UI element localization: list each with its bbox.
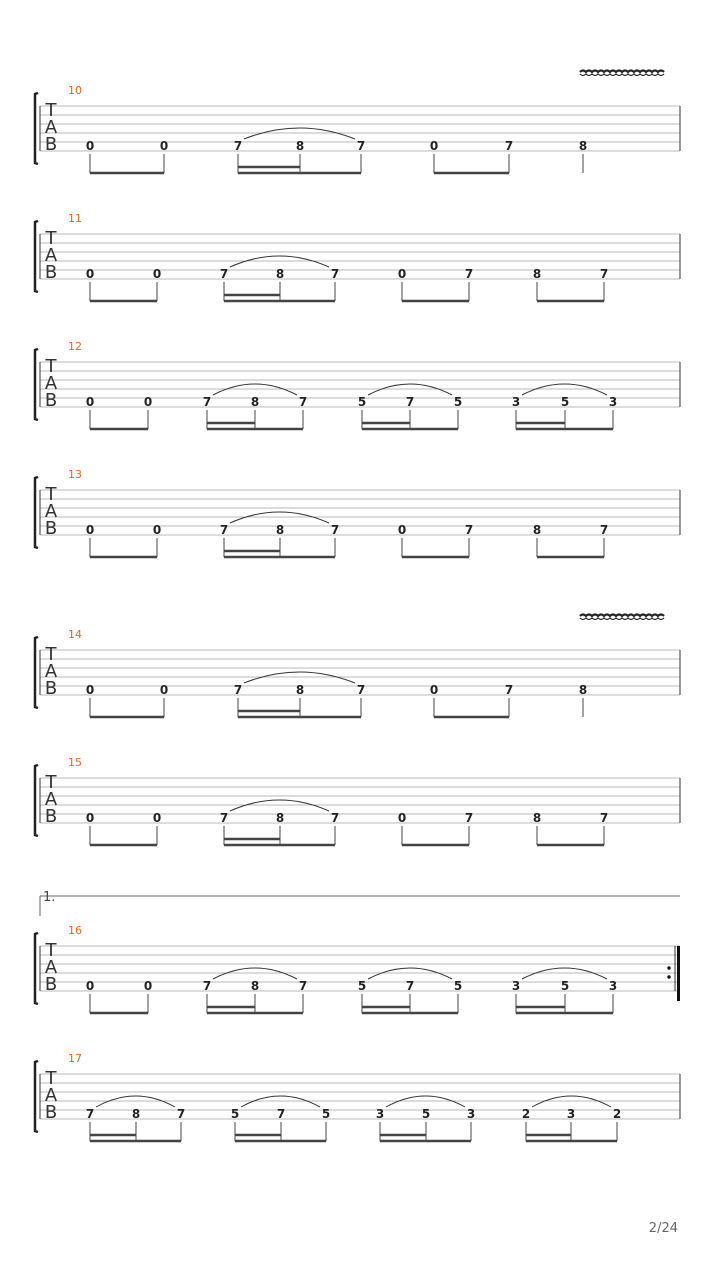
system-bracket [35,477,38,548]
fret-number: 7 [504,139,514,153]
note-group [86,683,168,717]
tab-clef-letter: A [44,1085,58,1106]
tab-clef-letter: A [44,117,58,138]
tab-clef-letter: B [44,518,58,539]
fret-number: 7 [219,523,229,537]
note-group [86,811,161,845]
fret-number: 0 [85,523,95,537]
fret-number: 8 [250,395,260,409]
tab-clef-letter: A [44,957,58,978]
system-bracket [35,93,38,164]
fret-number: 7 [219,811,229,825]
fret-number: 3 [608,979,618,993]
fret-number: 3 [375,1107,385,1121]
fret-number: 7 [405,979,415,993]
measure-number: 16 [68,924,82,937]
fret-number: 0 [85,979,95,993]
fret-number: 7 [330,523,340,537]
tab-system [35,1052,680,1141]
note-group [579,139,587,173]
fret-number: 0 [152,523,162,537]
fret-number: 5 [560,395,570,409]
note-group [430,683,513,717]
fret-number: 0 [85,395,95,409]
fret-number: 8 [250,979,260,993]
fret-number: 7 [464,267,474,281]
fret-number: 0 [159,139,169,153]
tab-clef-letter: B [44,1102,58,1123]
fret-number: 8 [532,267,542,281]
tab-clef-letter: A [44,373,58,394]
measure-number: 10 [68,84,82,97]
tab-clef-letter: T [45,940,57,961]
fret-number: 5 [230,1107,240,1121]
fret-number: 8 [295,139,305,153]
measure-number: 14 [68,628,82,641]
system-bracket [35,637,38,708]
note-group [86,139,168,173]
system-bracket [35,1061,38,1132]
vibrato-mark [580,71,664,73]
tab-clef-letter: T [45,228,57,249]
fret-number: 8 [578,139,588,153]
fret-number: 0 [152,811,162,825]
fret-number: 5 [357,979,367,993]
fret-number: 0 [85,683,95,697]
measure-number: 13 [68,468,82,481]
fret-number: 3 [608,395,618,409]
fret-number: 7 [219,267,229,281]
tab-clef-letter: T [45,100,57,121]
fret-number: 7 [202,395,212,409]
fret-number: 8 [131,1107,141,1121]
tab-clef-letter: B [44,262,58,283]
vibrato-mark [580,74,664,76]
fret-number: 0 [143,979,153,993]
fret-number: 0 [85,139,95,153]
fret-number: 7 [233,683,243,697]
fret-number: 0 [397,267,407,281]
fret-number: 0 [429,683,439,697]
system-bracket [35,765,38,836]
fret-number: 5 [560,979,570,993]
measure-number: 12 [68,340,82,353]
fret-number: 7 [599,811,609,825]
vibrato-mark [580,615,664,617]
vibrato-mark [580,618,664,620]
fret-number: 3 [566,1107,576,1121]
fret-number: 7 [504,683,514,697]
fret-number: 7 [330,811,340,825]
fret-number: 5 [421,1107,431,1121]
tab-clef-letter: B [44,678,58,699]
fret-number: 7 [405,395,415,409]
tab-clef-letter: A [44,789,58,810]
fret-number: 3 [466,1107,476,1121]
fret-number: 8 [295,683,305,697]
tab-system [35,615,680,718]
fret-number: 7 [464,811,474,825]
tab-clef-letter: B [44,974,58,995]
fret-number: 5 [453,395,463,409]
tab-system [35,212,680,301]
tab-clef-letter: B [44,806,58,827]
tab-system [35,340,680,429]
tab-clef-letter: A [44,661,58,682]
fret-number: 8 [578,683,588,697]
note-group [533,811,608,845]
tab-clef-letter: A [44,501,58,522]
fret-number: 8 [275,523,285,537]
fret-number: 5 [357,395,367,409]
fret-number: 8 [275,267,285,281]
volta-label: 1. [43,890,56,905]
fret-number: 7 [356,683,366,697]
note-group [579,683,587,717]
page-number: 2/24 [648,1221,678,1236]
fret-number: 7 [599,267,609,281]
fret-number: 8 [532,523,542,537]
note-group [86,979,152,1013]
fret-number: 0 [143,395,153,409]
note-group [86,395,152,429]
tab-clef-letter: T [45,356,57,377]
fret-number: 0 [152,267,162,281]
note-group [398,811,473,845]
tab-clef-letter: A [44,245,58,266]
tab-clef-letter: B [44,390,58,411]
fret-number: 5 [453,979,463,993]
fret-number: 7 [298,979,308,993]
system-bracket [35,221,38,292]
tab-system [35,71,680,174]
note-group [398,523,473,557]
note-group [398,267,473,301]
system-bracket [35,349,38,420]
measure-number: 15 [68,756,82,769]
tab-clef-letter: T [45,1068,57,1089]
note-group [533,523,608,557]
fret-number: 7 [202,979,212,993]
fret-number: 7 [356,139,366,153]
note-group [430,139,513,173]
fret-number: 8 [275,811,285,825]
fret-number: 7 [233,139,243,153]
note-group [86,523,161,557]
fret-number: 3 [511,395,521,409]
note-group [533,267,608,301]
fret-number: 0 [397,811,407,825]
fret-number: 0 [159,683,169,697]
fret-number: 7 [298,395,308,409]
fret-number: 7 [276,1107,286,1121]
note-group [86,267,161,301]
fret-number: 0 [85,811,95,825]
tab-clef-letter: T [45,644,57,665]
repeat-dot [667,966,670,969]
measure-number: 11 [68,212,82,225]
repeat-dot [667,975,670,978]
fret-number: 0 [429,139,439,153]
tab-system [35,890,680,1013]
tab-clef-letter: T [45,484,57,505]
fret-number: 3 [511,979,521,993]
fret-number: 5 [321,1107,331,1121]
tab-system [35,468,680,557]
fret-number: 2 [612,1107,622,1121]
tab-system [35,756,680,845]
measure-number: 17 [68,1052,82,1065]
tab-clef-letter: B [44,134,58,155]
fret-number: 7 [85,1107,95,1121]
fret-number: 7 [599,523,609,537]
fret-number: 0 [397,523,407,537]
fret-number: 0 [85,267,95,281]
fret-number: 7 [176,1107,186,1121]
tab-clef-letter: T [45,772,57,793]
fret-number: 7 [464,523,474,537]
fret-number: 2 [521,1107,531,1121]
fret-number: 8 [532,811,542,825]
fret-number: 7 [330,267,340,281]
system-bracket [35,933,38,1004]
